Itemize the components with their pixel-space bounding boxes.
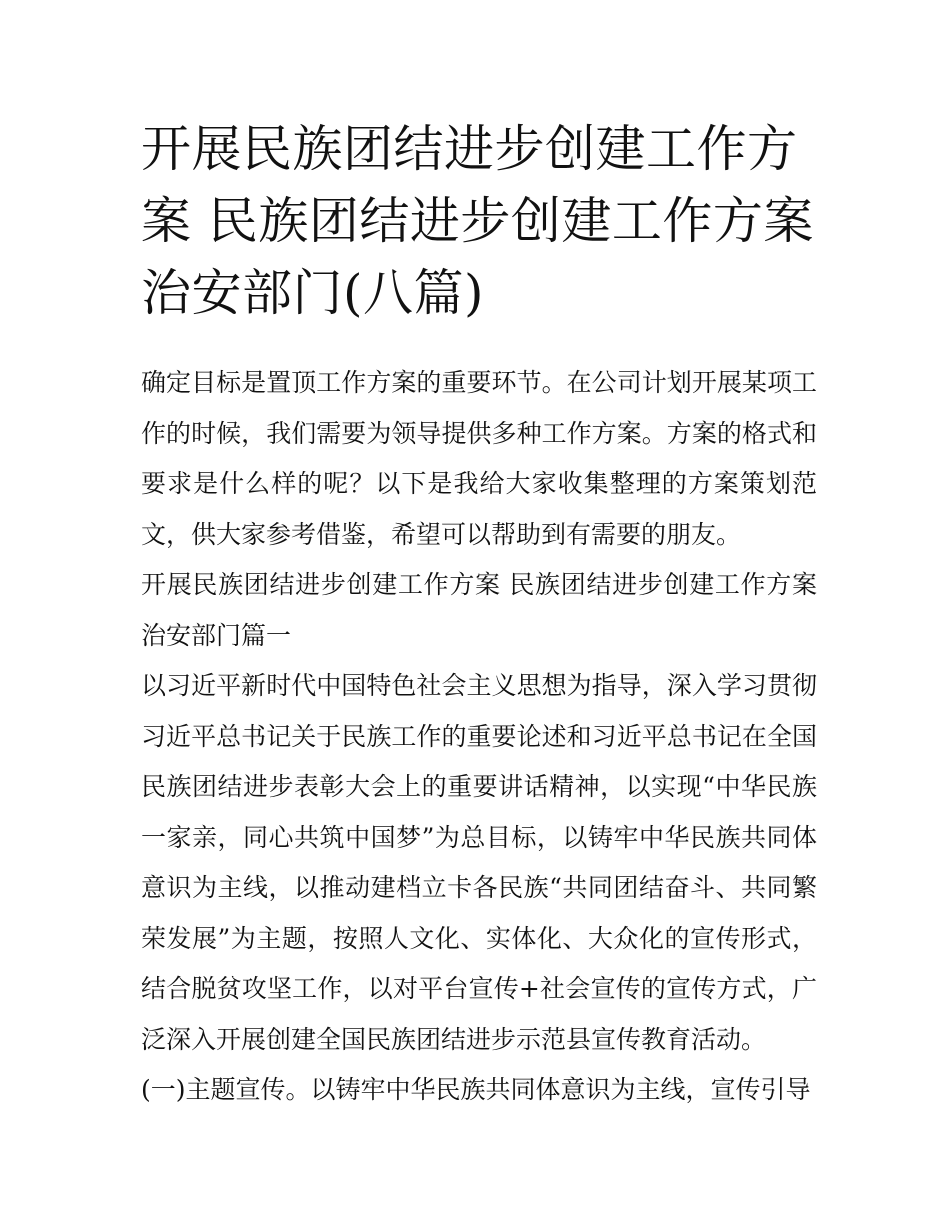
intro-paragraph: 确定目标是置顶工作方案的重要环节。在公司计划开展某项工作的时候，我们需要为领导提供多种工作方案。方案的格式和要求是什么样的呢？以下是我给大家收集整理的方案策划范文，供大家参考借鉴，希望可以帮助到有需要的朋友。	[141, 368, 817, 549]
document-body	[141, 358, 817, 1116]
theme-publicity-paragraph: (一)主题宣传。以铸牢中华民族共同体意识为主线，宣传引导	[141, 1075, 811, 1104]
document-title: 开展民族团结进步创建工作方案 民族团结进步创建工作方案治安部门(八篇)	[141, 120, 814, 322]
guiding-principle-paragraph: 以习近平新时代中国特色社会主义思想为指导，深入学习贯彻习近平总书记关于民族工作的重要论述和习近平总书记在全国民族团结进步表彰大会上的重要讲话精神，以实现“中华民族一家亲，同心共筑中国梦”为总目标，以铸牢中华民族共同体意识为主线，以推动建档立卡各民族“共同团结奋斗、共同繁荣发展”为主题，按照人文化、实体化、大众化的宣传形式，结合脱贫攻坚工作，以对平台宣传+社会宣传的宣传方式，广泛深入开展创建全国民族团结进步示范县宣传教育活动。	[141, 671, 817, 1054]
section-heading: 开展民族团结进步创建工作方案 民族团结进步创建工作方案治安部门篇一	[141, 570, 817, 650]
